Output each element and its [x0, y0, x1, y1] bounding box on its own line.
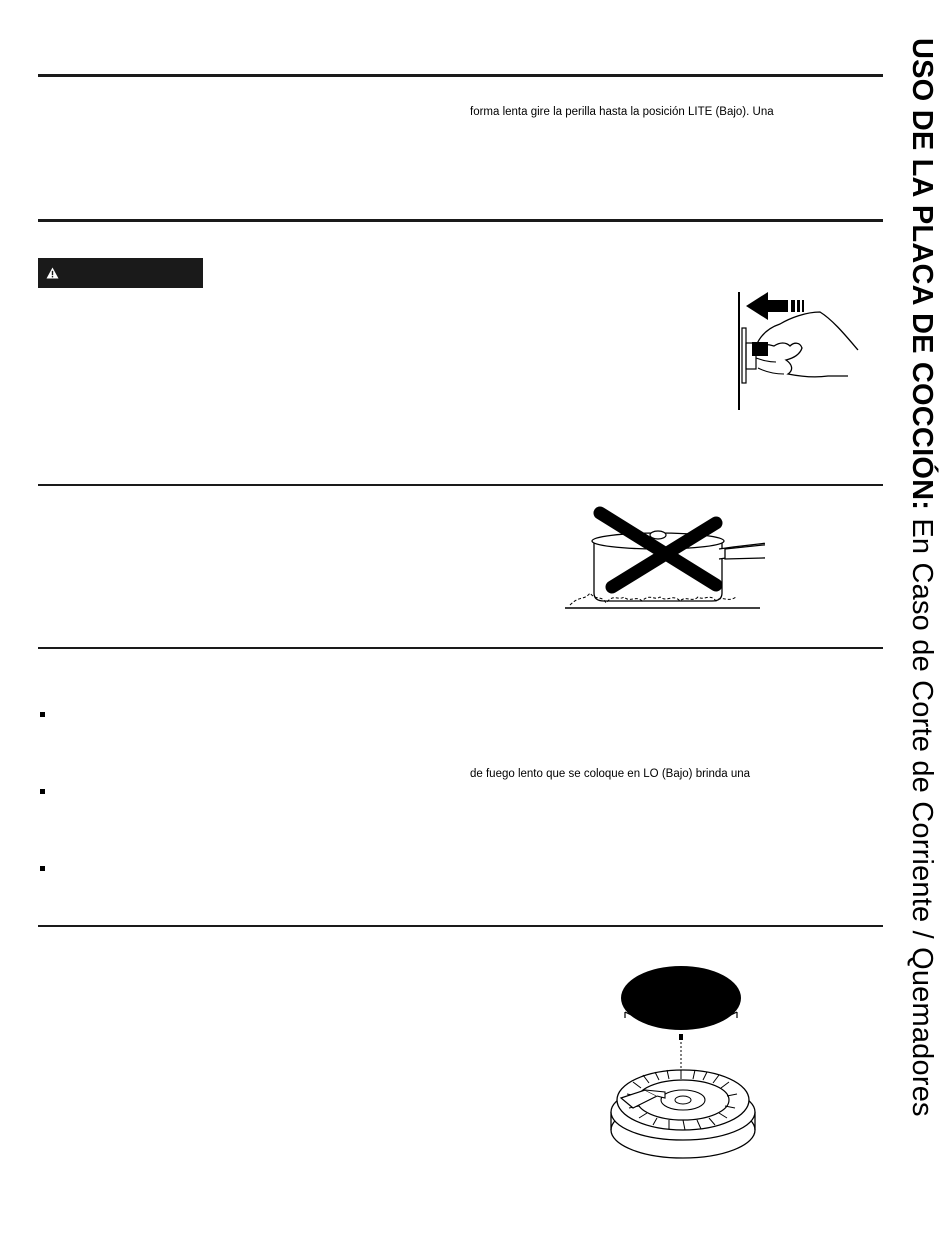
section-divider	[38, 219, 883, 222]
warning-triangle-icon	[46, 267, 59, 279]
hand-pushing-knob-illustration	[728, 288, 863, 413]
crossed-out-pan-over-flame-illustration	[560, 505, 765, 613]
side-title-regular: En Caso de Corte de Corriente / Quemadores	[906, 510, 938, 1117]
warning-banner	[38, 258, 203, 288]
side-title-bold: USO DE LA PLACA DE COCCIÓN:	[906, 38, 938, 511]
bullet-marker	[40, 789, 45, 794]
body-text-simmer: de fuego lento que se coloque en LO (Bajo) brinda una	[470, 768, 751, 780]
bullet-marker	[40, 712, 45, 717]
side-section-title	[900, 38, 940, 1203]
body-text-lite-instruction: forma lenta gire la perilla hasta la posición LITE (Bajo). Una	[470, 106, 774, 118]
bullet-marker	[40, 866, 45, 871]
section-divider	[38, 74, 883, 77]
burner-cap-and-head-illustration	[603, 962, 763, 1167]
section-divider	[38, 484, 883, 486]
section-divider	[38, 925, 883, 927]
section-divider	[38, 647, 883, 649]
